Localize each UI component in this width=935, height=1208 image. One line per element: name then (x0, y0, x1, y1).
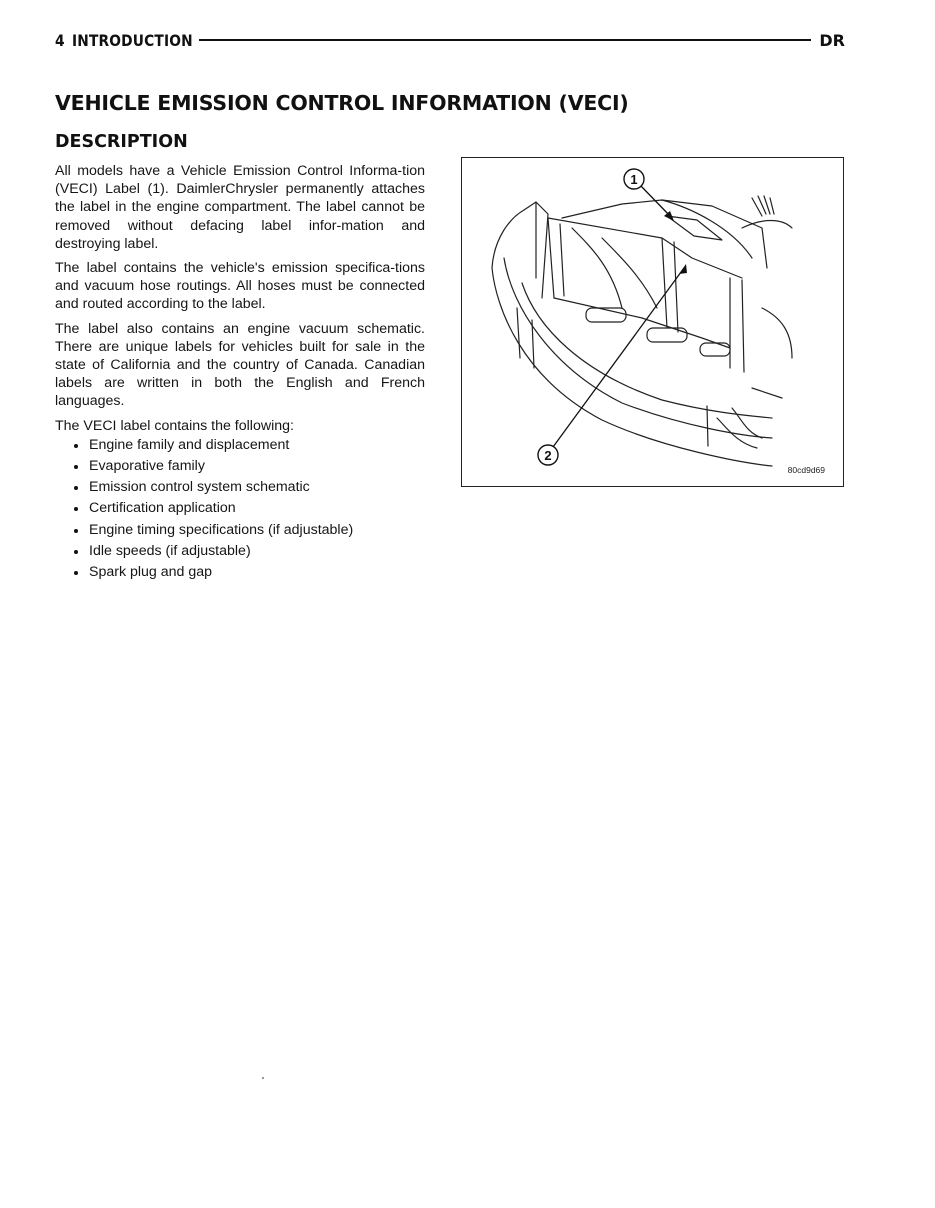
callout-1-label: 1 (630, 172, 638, 187)
engine-compartment-figure (461, 157, 844, 487)
callout-2-label: 2 (544, 448, 552, 463)
scan-artifact (262, 1077, 264, 1079)
section-subtitle: DESCRIPTION (55, 132, 188, 152)
list-item: Spark plug and gap (55, 562, 425, 583)
header-rule (199, 39, 812, 41)
body-text (55, 162, 425, 583)
list-item: Certification application (55, 498, 425, 519)
list-item: Evaporative family (55, 456, 425, 477)
list-item: Engine family and displacement (55, 435, 425, 456)
list-item: Emission control system schematic (55, 477, 425, 498)
engine-compartment-illustration (462, 158, 843, 486)
model-code: DR (819, 30, 845, 50)
page-title: VEHICLE EMISSION CONTROL INFORMATION (VECI) (55, 91, 629, 115)
callout-2-arrowhead (679, 264, 687, 274)
figure-code: 80cd9d69 (787, 465, 825, 475)
list-item: Engine timing specifications (if adjustable) (55, 520, 425, 541)
paragraph: All models have a Vehicle Emission Control Informa-tion (VECI) Label (1). DaimlerChrysler permanently attaches the label in the engine compartment. The label cannot be removed without defacing label infor-mation and destroying label. (55, 163, 425, 252)
list-item: Idle speeds (if adjustable) (55, 541, 425, 562)
page-number: 4 (55, 30, 65, 50)
veci-contents-list (55, 435, 425, 583)
page-header (55, 29, 845, 51)
section-name: INTRODUCTION (72, 30, 194, 50)
callout-1-arrowhead (664, 211, 674, 221)
paragraph: The label also contains an engine vacuum schematic. There are unique labels for vehicles built for sale in the state of California and the country of Canada. Canadian labels are written in both the English and French languages. (55, 320, 425, 410)
paragraph: The VECI label contains the following: (55, 417, 294, 434)
paragraph: The label contains the vehicle's emission specifica-tions and vacuum hose routings. All hoses must be connected and routed according to the label. (55, 260, 425, 313)
